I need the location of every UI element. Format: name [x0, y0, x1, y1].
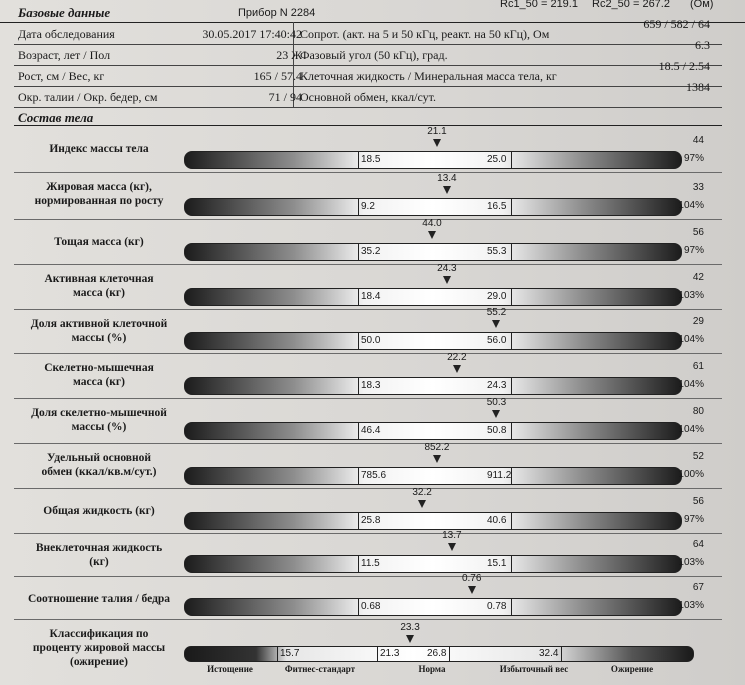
- low-threshold-label: 0.68: [361, 601, 381, 612]
- low-threshold-tick: [358, 378, 359, 394]
- low-threshold-tick: [358, 244, 359, 260]
- metric-label-line: массы (%): [71, 421, 127, 433]
- high-threshold-tick: [511, 333, 512, 349]
- high-threshold-label: 16.5: [487, 201, 507, 212]
- basic-right-value: 659 / 582 / 64: [643, 17, 710, 31]
- metric-label: [14, 592, 184, 606]
- metric-percent-of-norm: 103%: [678, 600, 704, 611]
- low-threshold-tick: [358, 468, 359, 484]
- basic-right-label: Сопрот. (акт. на 5 и 50 кГц, реакт. на 50 кГц), Ом: [300, 27, 550, 41]
- classification-category: Истощение: [207, 664, 253, 674]
- metric-label: [14, 361, 184, 389]
- low-threshold-label: 785.6: [361, 470, 387, 481]
- basic-label: Окр. талии / Окр. бедер, см: [18, 90, 158, 104]
- basic-row: [14, 59, 722, 87]
- metric-percent-of-norm: 104%: [678, 379, 704, 390]
- basic-label: Дата обследования: [18, 27, 115, 41]
- classification-bar: [184, 646, 694, 662]
- metric-label-line: Активная клеточная: [44, 273, 154, 285]
- metric-label-line: Удельный основной: [46, 452, 152, 464]
- classification-marker-icon: [406, 635, 414, 643]
- classification-label: [14, 627, 184, 669]
- metric-bar: [184, 598, 682, 616]
- metric-row: [14, 219, 722, 265]
- metric-percentile: 29: [692, 316, 704, 327]
- section-title-composition: Состав тела: [18, 110, 94, 125]
- rc1-value: Rc1_50 = 219.1: [500, 0, 578, 10]
- basic-right-label: Основной обмен, ккал/сут.: [300, 90, 436, 104]
- classification-label-line: проценту жировой массы: [32, 642, 166, 654]
- metric-value: 13.4: [437, 173, 457, 184]
- value-marker-icon: [433, 139, 441, 147]
- high-threshold-tick: [511, 152, 512, 168]
- low-threshold-label: 18.5: [361, 154, 381, 165]
- high-threshold-label: 0.78: [487, 601, 507, 612]
- metric-value: 0.76: [461, 573, 482, 584]
- high-threshold-tick: [511, 599, 512, 615]
- low-threshold-label: 25.8: [361, 515, 381, 526]
- low-threshold-tick: [358, 556, 359, 572]
- basic-value: 165 / 57.4: [253, 69, 302, 83]
- basic-label: Рост, см / Вес, кг: [18, 69, 105, 83]
- high-threshold-label: 50.8: [487, 425, 507, 436]
- classification-threshold-tick: [449, 647, 450, 661]
- metric-row: [14, 309, 722, 354]
- metric-percent-of-norm: 97%: [683, 514, 704, 525]
- metric-value: 24.3: [437, 263, 457, 274]
- metric-label-line: Доля активной клеточной: [30, 318, 168, 330]
- classification-row: [14, 619, 722, 685]
- metric-label: [14, 180, 184, 208]
- metric-label-line: Общая жидкость (кг): [43, 505, 155, 517]
- metric-value: 44.0: [422, 218, 442, 229]
- metric-percent-of-norm: 97%: [683, 245, 704, 256]
- ohm-unit: (Ом): [690, 0, 714, 10]
- basic-right-value: 6.3: [695, 38, 710, 52]
- low-threshold-tick: [358, 423, 359, 439]
- metric-value: 22.2: [447, 352, 467, 363]
- metric-row: [14, 172, 722, 220]
- metric-bar: [184, 467, 682, 485]
- basic-label: Возраст, лет / Пол: [18, 48, 111, 62]
- low-threshold-tick: [358, 513, 359, 529]
- metric-percent-of-norm: 104%: [678, 200, 704, 211]
- basic-row: [14, 38, 722, 66]
- metric-bar: [184, 198, 682, 216]
- low-threshold-label: 50.0: [361, 335, 381, 346]
- basic-row: [14, 80, 722, 108]
- low-threshold-tick: [358, 199, 359, 215]
- metric-label-line: Внеклеточная жидкость: [35, 542, 163, 554]
- metric-bar: [184, 243, 682, 261]
- value-marker-icon: [418, 500, 426, 508]
- value-marker-icon: [453, 365, 461, 373]
- classification-threshold-tick: [561, 647, 562, 661]
- low-threshold-label: 11.5: [361, 558, 380, 569]
- rc2-value: Rc2_50 = 267.2: [592, 0, 670, 10]
- metric-bar: [184, 555, 682, 573]
- value-marker-icon: [433, 455, 441, 463]
- high-threshold-tick: [511, 378, 512, 394]
- low-threshold-tick: [358, 333, 359, 349]
- classification-threshold-label: 26.8: [427, 648, 447, 659]
- basic-value: 23 Ж: [276, 48, 302, 62]
- low-threshold-label: 18.4: [361, 291, 381, 302]
- metric-row: [14, 126, 722, 173]
- metric-value: 50.3: [486, 397, 507, 408]
- metric-label-line: обмен (ккал/кв.м/сут.): [41, 466, 157, 478]
- basic-right-value: 18.5 / 2.54: [658, 59, 710, 73]
- metric-percentile: 42: [692, 272, 704, 283]
- metric-label-line: масса (кг): [73, 287, 125, 299]
- metric-percentile: 80: [692, 406, 704, 417]
- metric-percentile: 61: [692, 361, 704, 372]
- classification-threshold-tick: [277, 647, 278, 661]
- value-marker-icon: [468, 586, 476, 594]
- low-threshold-tick: [358, 152, 359, 168]
- metric-percentile: 33: [692, 182, 704, 193]
- metric-label-line: массы (%): [71, 332, 127, 344]
- classification-threshold-label: 15.7: [280, 648, 300, 659]
- metric-row: [14, 264, 722, 310]
- metric-label-line: Индекс массы тела: [49, 143, 149, 155]
- metric-label-line: Доля скелетно-мышечной: [31, 407, 167, 419]
- low-threshold-label: 46.4: [361, 425, 381, 436]
- low-threshold-label: 18.3: [361, 380, 381, 391]
- high-threshold-label: 40.6: [487, 515, 507, 526]
- high-threshold-label: 56.0: [487, 335, 507, 346]
- device-number: Прибор N 2284: [238, 7, 316, 19]
- metric-label-line: Соотношение талия / бедра: [27, 593, 171, 605]
- metric-percentile: 64: [692, 539, 704, 550]
- metric-row: [14, 443, 722, 489]
- section-title-basic: Базовые данные: [18, 5, 111, 20]
- metric-row: [14, 398, 722, 444]
- metric-percentile: 56: [692, 496, 704, 507]
- metric-bar: [184, 512, 682, 530]
- low-threshold-label: 9.2: [361, 201, 375, 212]
- high-threshold-label: 55.3: [487, 246, 507, 257]
- metric-row: [14, 530, 722, 577]
- metric-value: 32.2: [412, 487, 432, 498]
- classification-threshold-label: 32.4: [539, 648, 559, 659]
- metric-percent-of-norm: 104%: [678, 424, 704, 435]
- metric-value: 21.1: [427, 126, 447, 137]
- classification-category: Ожирение: [610, 664, 654, 674]
- metric-percentile: 56: [692, 227, 704, 238]
- metric-bar: [184, 422, 682, 440]
- low-threshold-tick: [358, 599, 359, 615]
- metric-percentile: 44: [692, 135, 704, 146]
- high-threshold-label: 15.1: [487, 558, 507, 569]
- classification-category: Норма: [418, 664, 446, 674]
- metric-bar: [184, 288, 682, 306]
- value-marker-icon: [492, 410, 500, 418]
- high-threshold-label: 29.0: [487, 291, 507, 302]
- high-threshold-tick: [511, 199, 512, 215]
- value-marker-icon: [443, 276, 451, 284]
- value-marker-icon: [428, 231, 436, 239]
- metric-percent-of-norm: 97%: [683, 153, 704, 164]
- metric-label-line: масса (кг): [73, 376, 125, 388]
- basic-right-label: Фазовый угол (50 кГц), град.: [300, 48, 448, 62]
- value-marker-icon: [448, 543, 456, 551]
- metric-percentile: 67: [692, 582, 704, 593]
- high-threshold-label: 25.0: [487, 154, 507, 165]
- metric-label: [14, 504, 184, 518]
- metric-label: [14, 235, 184, 249]
- metric-label: [14, 406, 184, 434]
- metric-bar: [184, 332, 682, 350]
- high-threshold-tick: [511, 423, 512, 439]
- high-threshold-label: 911.2: [487, 470, 512, 481]
- metric-percentile: 52: [692, 451, 704, 462]
- classification-label-line: (ожирение): [70, 656, 128, 668]
- classification-threshold-label: 21.3: [380, 648, 400, 659]
- high-threshold-tick: [511, 244, 512, 260]
- high-threshold-tick: [511, 556, 512, 572]
- value-marker-icon: [443, 186, 451, 194]
- metric-row: [14, 488, 722, 534]
- low-threshold-label: 35.2: [361, 246, 381, 257]
- basic-right-value: 1384: [686, 80, 710, 94]
- metric-percent-of-norm: 103%: [678, 290, 704, 301]
- basic-value: 30.05.2017 17:40:42: [202, 27, 302, 41]
- metric-percent-of-norm: 104%: [678, 334, 704, 345]
- metric-value: 55.2: [486, 307, 507, 318]
- basic-right-label: Клеточная жидкость / Минеральная масса тела, кг: [300, 69, 557, 83]
- classification-category: Избыточный вес: [499, 664, 569, 674]
- metric-label: [14, 451, 184, 479]
- metric-label-line: Скелетно-мышечная: [44, 362, 154, 374]
- low-threshold-tick: [358, 289, 359, 305]
- high-threshold-label: 24.3: [487, 380, 507, 391]
- metric-bar: [184, 377, 682, 395]
- high-threshold-tick: [511, 513, 512, 529]
- metric-label: [14, 317, 184, 345]
- metric-label: [14, 142, 184, 156]
- metric-row: [14, 353, 722, 399]
- metric-label-line: Жировая масса (кг),: [46, 181, 152, 193]
- basic-value: 71 / 94: [268, 90, 302, 104]
- metric-percent-of-norm: 103%: [678, 557, 704, 568]
- composition-header: [14, 109, 722, 126]
- basic-row: [14, 17, 722, 45]
- value-marker-icon: [492, 320, 500, 328]
- metric-row: [14, 573, 722, 620]
- high-threshold-tick: [511, 289, 512, 305]
- metric-bar: [184, 151, 682, 169]
- metric-value: 13.7: [442, 530, 462, 541]
- report-header: [0, 0, 745, 23]
- metric-percent-of-norm: 100%: [678, 469, 704, 480]
- classification-value: 23.3: [400, 622, 420, 633]
- metric-label: [14, 272, 184, 300]
- classification-category: Фитнес-стандарт: [284, 664, 356, 674]
- metric-label: [14, 541, 184, 569]
- metric-value: 852.2: [424, 442, 450, 453]
- metric-label-line: (кг): [89, 556, 109, 568]
- metric-label-line: нормированная по росту: [34, 195, 164, 207]
- classification-label-line: Классификация по: [49, 628, 149, 640]
- classification-threshold-tick: [377, 647, 378, 661]
- metric-label-line: Тощая масса (кг): [54, 236, 144, 248]
